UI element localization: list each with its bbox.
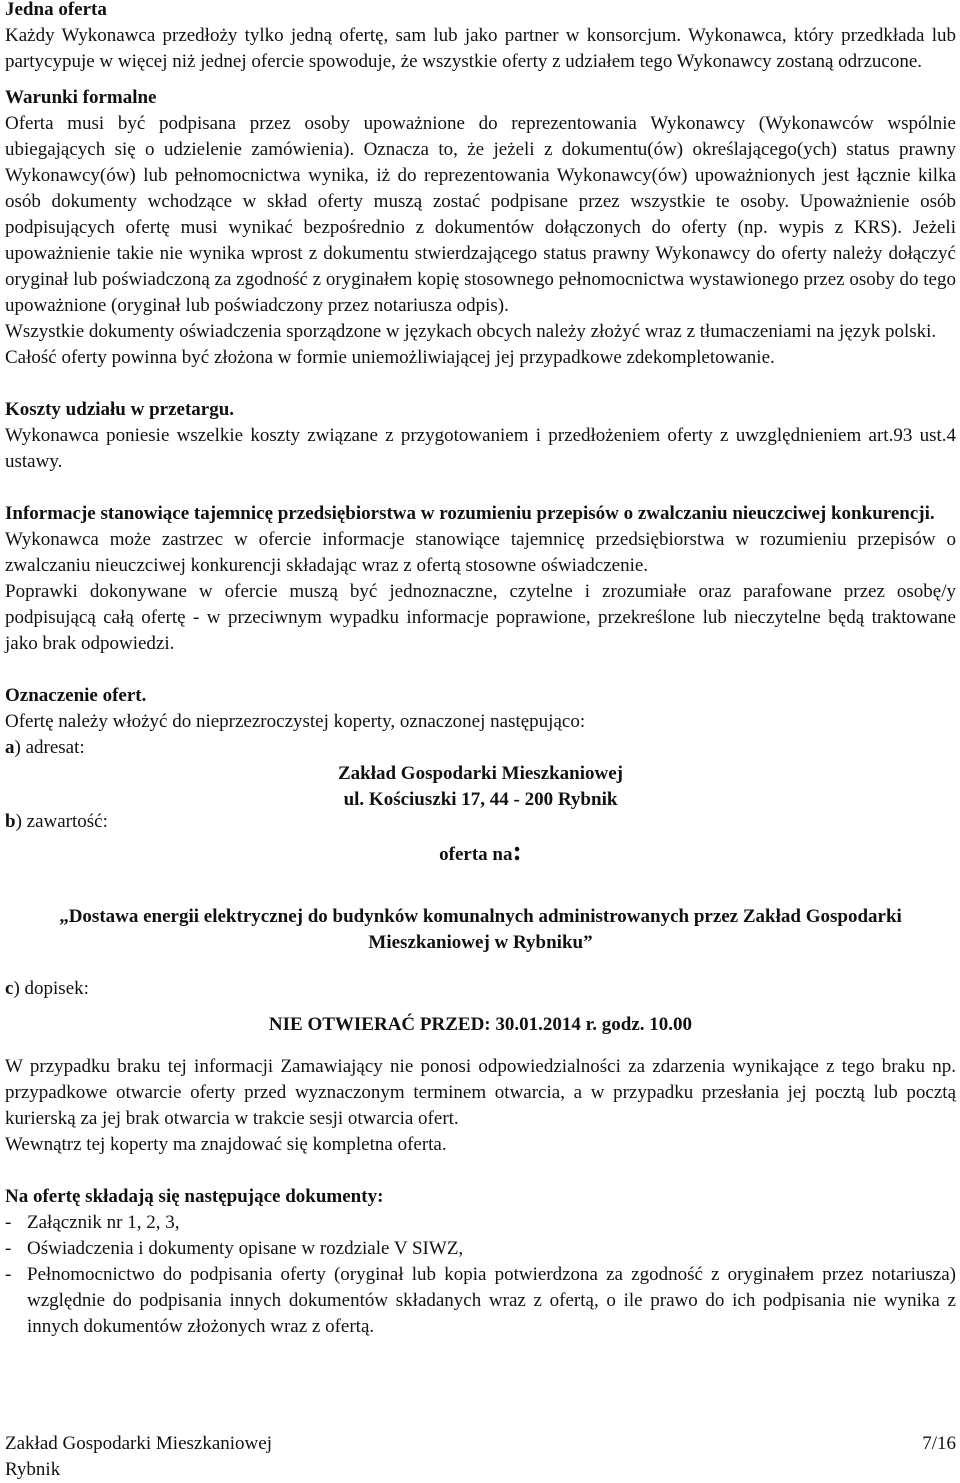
label-zawartosc-text: ) zawartość:: [15, 811, 108, 832]
section-heading-jedna-oferta: Jedna oferta: [5, 0, 107, 20]
paragraph-wewnatrz: Wewnątrz tej koperty ma znajdować się kompletna oferta.: [5, 1134, 447, 1155]
label-adresat-text: ) adresat:: [14, 737, 85, 758]
oferta-na: [5, 836, 956, 868]
label-zawartosc-letter: b: [5, 811, 16, 832]
list-item-text: Pełnomocnictwo do podpisania oferty (oryginał lub kopia potwierdzona za zgodność z oryginałem przez notariusza) względnie do podpisania innych dokumentów składanych wraz z ofertą, o ile prawo do ich podpisania nie wynika z innych dokumentów złożonych wraz z ofertą.: [27, 1264, 956, 1337]
paragraph-koszty: Wykonawca poniesie wszelkie koszty związane z przygotowaniem i przedłożeniem oferty z uwzględnieniem art.93 ust.4 ustawy.: [5, 425, 956, 472]
label-dopisek-text: ) dopisek:: [13, 978, 89, 999]
paragraph-tajemnica-1: Wykonawca może zastrzec w ofercie informacje stanowiące tajemnicę przedsiębiorstwa w rozumieniu przepisów o zwalczaniu nieuczciwej konkurencji składając wraz z ofertą stosowne oświadczenie.: [5, 529, 956, 576]
list-dash: -: [5, 1264, 12, 1285]
list-dash: -: [5, 1238, 12, 1259]
list-dash: -: [5, 1212, 12, 1233]
label-dopisek-letter: c: [5, 978, 14, 999]
section-heading-koszty: Koszty udziału w przetargu.: [5, 399, 235, 420]
label-adresat: [5, 735, 956, 761]
oferta-na-text: oferta na: [439, 844, 513, 865]
section-heading-tajemnica: Informacje stanowiące tajemnicę przedsiębiorstwa w rozumieniu przepisów o zwalczaniu nieuczciwej konkurencji.: [5, 503, 935, 524]
footer-org-line-2: Rybnik: [5, 1459, 61, 1480]
list-item-text: Załącznik nr 1, 2, 3,: [27, 1212, 180, 1233]
page-number: 7/16: [922, 1433, 956, 1454]
address-block: [5, 761, 956, 813]
address-line-1: Zakład Gospodarki Mieszkaniowej: [337, 763, 624, 784]
paragraph-brak-informacji: W przypadku braku tej informacji Zamawiający nie ponosi odpowiedzialności za zdarzenia wynikające z tego braku np. przypadkowe otwarcie oferty przed wyznaczonym terminem otwarcia, a w przypadku przesłania jej pocztą lub pocztą kurierską za jej brak otwarcia w trakcie sesji otwarcia ofert.: [5, 1056, 956, 1129]
paragraph-tajemnica-2: Poprawki dokonywane w ofercie muszą być jednoznaczne, czytelne i zrozumiałe oraz parafowane przez osobę/y podpisującą całą ofertę - w przeciwnym wypadku informacje poprawione, przekreślone lub nieczytelne będą traktowane jako brak odpowiedzi.: [5, 581, 956, 654]
label-dopisek: [5, 976, 956, 1002]
paragraph-oznaczenie-intro: Ofertę należy włożyć do nieprzezroczystej koperty, oznaczonej następująco:: [5, 711, 586, 732]
footer-org-line-1: Zakład Gospodarki Mieszkaniowej: [5, 1433, 272, 1454]
page-footer: [5, 1431, 956, 1483]
list-item: [5, 1262, 956, 1340]
nie-otwierac-notice: NIE OTWIERAĆ PRZED: 30.01.2014 r. godz. 10.00: [268, 1014, 693, 1035]
oferta-na-colon: :: [512, 836, 522, 867]
tender-title: „Dostawa energii elektrycznej do budynków komunalnych administrowanych przez Zakład Gospodarki Mieszkaniowej w Rybniku”: [59, 906, 902, 953]
list-item: [5, 1236, 956, 1262]
list-item: [5, 1210, 956, 1236]
document-body: [5, 0, 956, 1340]
paragraph-warunki-1: Oferta musi być podpisana przez osoby upoważnione do reprezentowania Wykonawcy (Wykonawców wspólnie ubiegających się o udzielenie zamówienia). Oznacza to, że jeżeli z dokumentu(ów) określającego(ych) status prawny Wykonawcy(ów) lub pełnomocnictwa wynika, iż do reprezentowania Wykonawcy(ów) upoważnionych jest łącznie kilka osób dokumenty wchodzące w skład oferty muszą zostać podpisane przez wszystkie te osoby. Upoważnienie osób podpisujących ofertę musi wynikać bezpośrednio z dokumentów dołączonych do oferty (np. wypis z KRS). Jeżeli upoważnienie takie nie wynika wprost z dokumentu stwierdzającego status prawny Wykonawcy do oferty należy dołączyć oryginał lub poświadczoną za zgodność z oryginałem kopię stosownego pełnomocnictwa wystawionego przez osoby do tego upoważnione (oryginał lub poświadczony przez notariusza odpis).: [5, 113, 956, 316]
paragraph-warunki-2: Wszystkie dokumenty oświadczenia sporządzone w językach obcych należy złożyć wraz z tłumaczeniami na język polski.: [5, 321, 937, 342]
label-adresat-letter: a: [5, 737, 15, 758]
section-heading-warunki-formalne: Warunki formalne: [5, 87, 157, 108]
paragraph-jedna-oferta: Każdy Wykonawca przedłoży tylko jedną ofertę, sam lub jako partner w konsorcjum. Wykonawca, który przedkłada lub partycypuje w więcej niż jednej ofercie spowoduje, że wszystkie oferty z udziałem tego Wykonawcy zostaną odrzucone.: [5, 25, 956, 72]
section-heading-dokumenty: Na ofertę składają się następujące dokumenty:: [5, 1186, 384, 1207]
address-line-2: ul. Kościuszki 17, 44 - 200 Rybnik: [343, 789, 618, 810]
list-item-text: Oświadczenia i dokumenty opisane w rozdziale V SIWZ,: [27, 1238, 464, 1259]
paragraph-warunki-3: Całość oferty powinna być złożona w formie uniemożliwiającej jej przypadkowe zdekompletowanie.: [5, 347, 775, 368]
section-heading-oznaczenie: Oznaczenie ofert.: [5, 685, 147, 706]
